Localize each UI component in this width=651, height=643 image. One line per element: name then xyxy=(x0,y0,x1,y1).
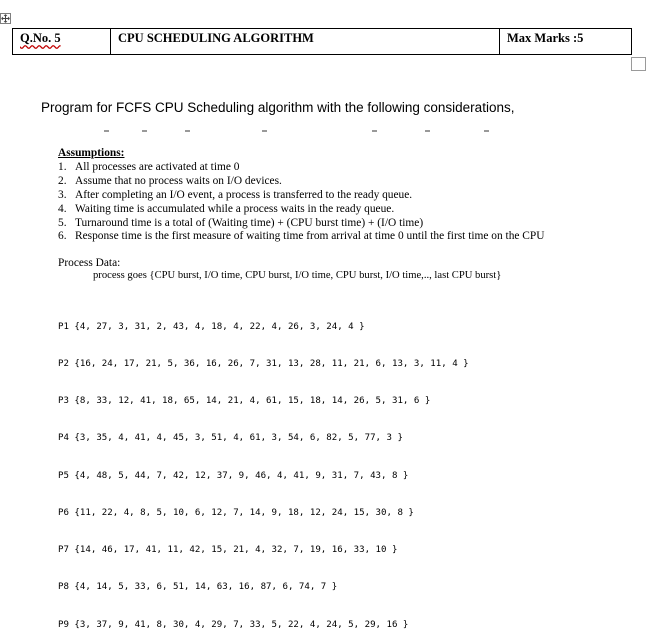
assumptions-heading: Assumptions: xyxy=(58,147,125,159)
table-move-handle[interactable] xyxy=(0,13,11,24)
process-row: P4 {3, 35, 4, 41, 4, 45, 3, 51, 4, 61, 3, 54, 6, 82, 5, 77, 3 } xyxy=(58,433,403,444)
process-row: P6 {11, 22, 4, 8, 5, 10, 6, 12, 7, 14, 9, 18, 12, 24, 15, 30, 8 } xyxy=(58,507,414,518)
process-row: P5 {4, 48, 5, 44, 7, 42, 12, 37, 9, 46, 4, 41, 9, 31, 7, 43, 8 } xyxy=(58,470,409,481)
list-item xyxy=(58,217,544,231)
question-number-cell xyxy=(13,29,111,55)
process-row: P9 {3, 37, 9, 41, 8, 30, 4, 29, 7, 33, 5, 22, 4, 24, 5, 29, 16 } xyxy=(58,619,409,630)
move-arrows-icon xyxy=(1,14,10,23)
header-title: CPU SCHEDULING ALGORITHM xyxy=(118,31,314,45)
max-marks-cell xyxy=(500,29,632,55)
header-title-cell xyxy=(111,29,500,55)
list-text: Response time is the first measure of waiting time from arrival at time 0 until the first time on the CPU xyxy=(75,230,545,243)
list-text: Waiting time is accumulated while a process waits in the ready queue. xyxy=(75,202,395,215)
list-number: 6. xyxy=(58,230,67,243)
list-text: Assume that no process waits on I/O devices. xyxy=(75,174,282,187)
question-number: Q.No. 5 xyxy=(20,31,61,45)
max-marks: Max Marks :5 xyxy=(507,31,584,45)
faint-line-fragments xyxy=(0,130,651,133)
assumptions-section xyxy=(58,147,544,244)
process-row: P8 {4, 14, 5, 33, 6, 51, 14, 63, 16, 87, 6, 74, 7 } xyxy=(58,582,338,593)
list-item xyxy=(58,161,544,175)
process-row: P3 {8, 33, 12, 41, 18, 65, 14, 21, 4, 61, 15, 18, 14, 26, 5, 31, 6 } xyxy=(58,396,431,407)
list-item xyxy=(58,175,544,189)
list-number: 3. xyxy=(58,188,67,201)
list-number: 5. xyxy=(58,216,67,229)
list-item xyxy=(58,230,544,244)
list-number: 4. xyxy=(58,202,67,215)
process-data-label: Process Data: xyxy=(58,257,121,269)
question-header-table xyxy=(12,28,632,55)
list-number: 1. xyxy=(58,160,67,173)
list-text: Turnaround time is a total of (Waiting time) + (CPU burst time) + (I/O time) xyxy=(75,216,424,229)
list-text: All processes are activated at time 0 xyxy=(75,160,240,173)
list-item xyxy=(58,203,544,217)
process-data-description: process goes {CPU burst, I/O time, CPU burst, I/O time, CPU burst, I/O time,.., last CPU burst} xyxy=(93,270,502,281)
process-list xyxy=(58,296,469,643)
problem-title: Program for FCFS CPU Scheduling algorithm with the following considerations, xyxy=(41,100,515,115)
list-text: After completing an I/O event, a process is transferred to the ready queue. xyxy=(75,188,413,201)
assumptions-list xyxy=(58,161,544,244)
table-resize-handle[interactable] xyxy=(631,57,646,71)
list-number: 2. xyxy=(58,174,67,187)
process-row: P7 {14, 46, 17, 41, 11, 42, 15, 21, 4, 32, 7, 19, 16, 33, 10 } xyxy=(58,545,398,556)
process-row: P1 {4, 27, 3, 31, 2, 43, 4, 18, 4, 22, 4, 26, 3, 24, 4 } xyxy=(58,321,365,332)
process-row: P2 {16, 24, 17, 21, 5, 36, 16, 26, 7, 31, 13, 28, 11, 21, 6, 13, 3, 11, 4 } xyxy=(58,359,469,370)
list-item xyxy=(58,189,544,203)
